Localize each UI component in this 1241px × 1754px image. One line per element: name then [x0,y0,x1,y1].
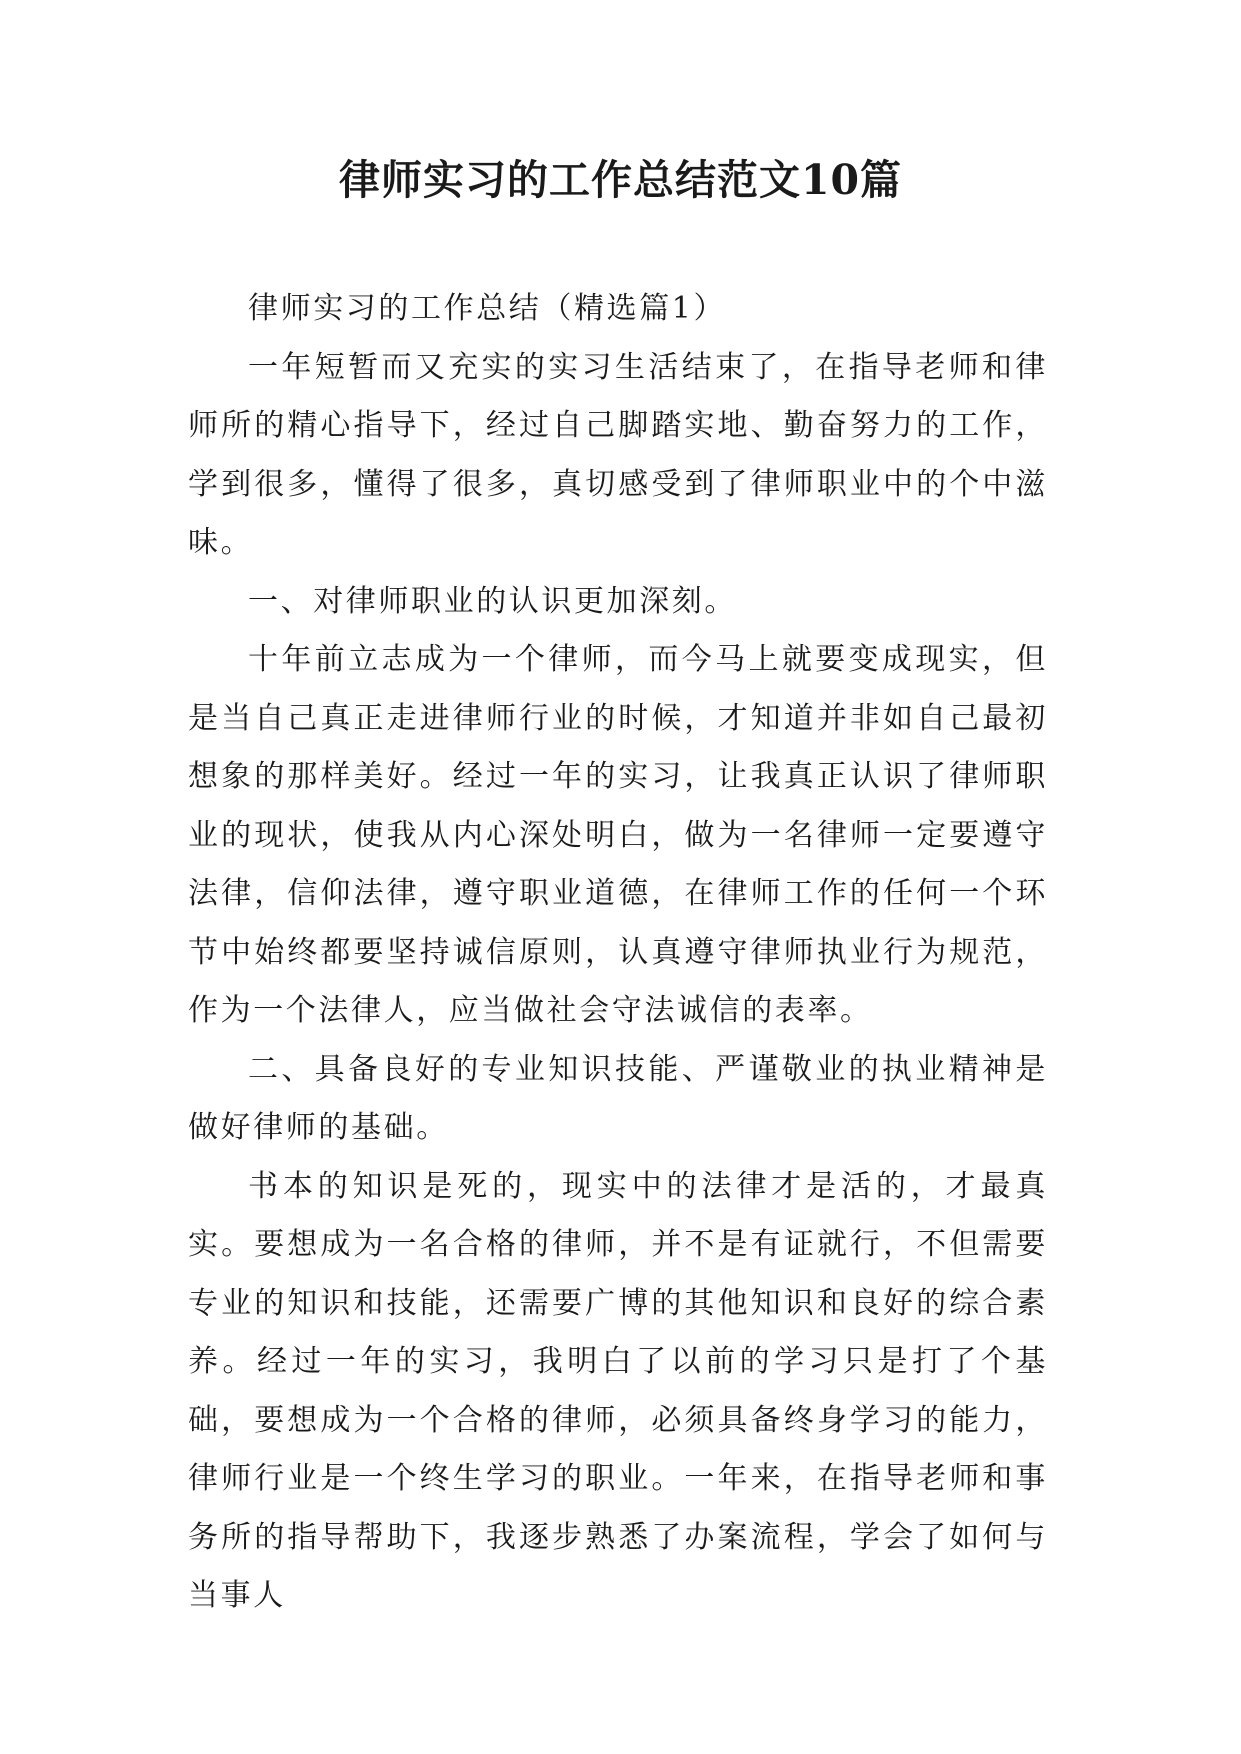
paragraph: 十年前立志成为一个律师，而今马上就要变成现实，但是当自己真正走进律师行业的时候，才知道并非如自己最初想象的那样美好。经过一年的实习，让我真正认识了律师职业的现状，使我从内心深处明白，做为一名律师一定要遵守法律，信仰法律，遵守职业道德，在律师工作的任何一个环节中始终都要坚持诚信原则，认真遵守律师执业行为规范，作为一个法律人，应当做社会守法诚信的表率。 [188,642,1048,1028]
section-heading: 一、对律师职业的认识更加深刻。 [248,583,737,619]
section-heading: 二、具备良好的专业知识技能、严谨敬业的执业精神是做好律师的基础。 [188,1051,1048,1145]
paragraph: 一年短暂而又充实的实习生活结束了，在指导老师和律师所的精心指导下，经过自己脚踏实地、勤奋努力的工作，学到很多，懂得了很多，真切感受到了律师职业中的个中滋味。 [188,349,1048,560]
paragraph: 书本的知识是死的，现实中的法律才是活的，才最真实。要想成为一名合格的律师，并不是有证就行，不但需要专业的知识和技能，还需要广博的其他知识和良好的综合素养。经过一年的实习，我明白了以前的学习只是打了个基础，要想成为一个合格的律师，必须具备终身学习的能力，律师行业是一个终生学习的职业。一年来，在指导老师和事务所的指导帮助下，我逐步熟悉了办案流程，学会了如何与当事人 [188,1168,1048,1613]
section-heading: 律师实习的工作总结（精选篇1） [248,291,727,326]
document-title: 律师实习的工作总结范文10篇 [338,156,903,204]
document-body [188,280,1048,1626]
